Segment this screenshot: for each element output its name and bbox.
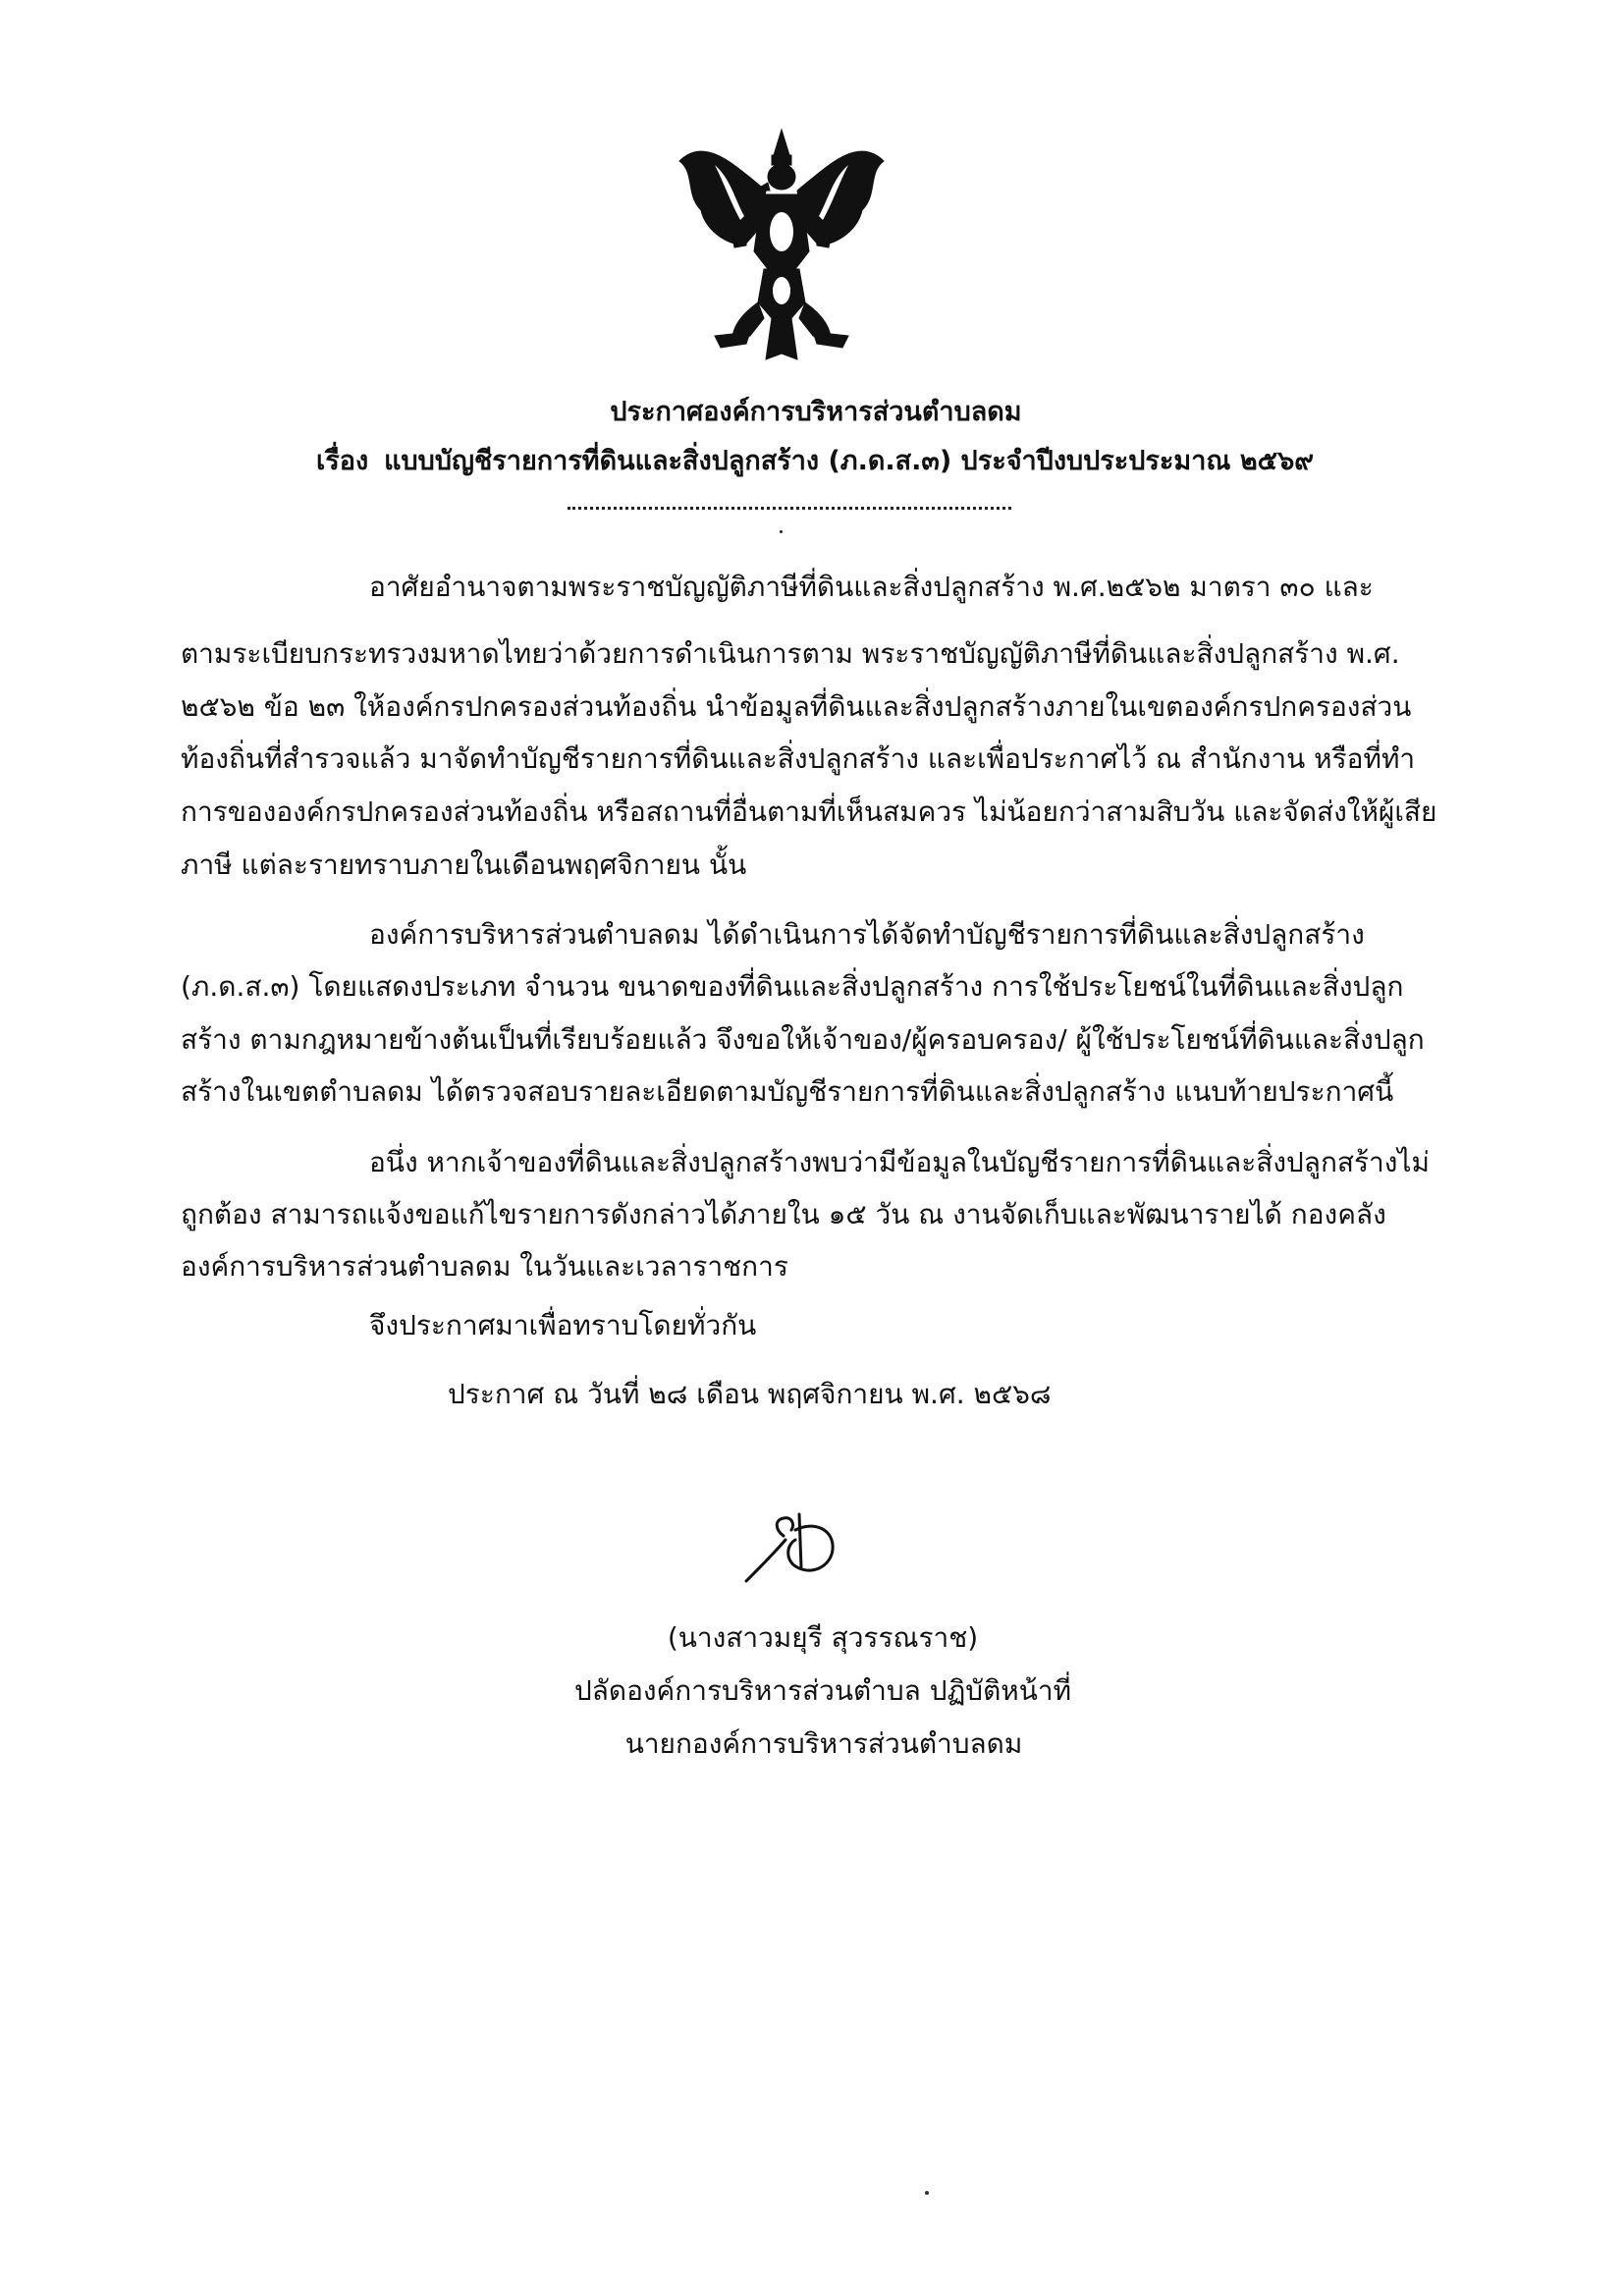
subject-text: แบบบัญชีรายการที่ดินและสิ่งปลูกสร้าง (ภ.ด.ส.๓) ประจำปีงบประประมาณ ๒๕๖๙ [384,446,1314,476]
paragraph-2-line: สร้างในเขตตำบลดม ได้ตรวจสอบรายละเอียดตามบัญชีรายการที่ดินและสิ่งปลูกสร้าง แนบท้ายประกาศนี้ [181,1075,1394,1108]
signatory-position-acting: นายกองค์การบริหารส่วนตำบลดม [624,1727,1023,1760]
title-divider [568,507,1011,510]
paragraph-2-line: (ภ.ด.ส.๓) โดยแสดงประเภท จำนวน ขนาดของที่ดินและสิ่งปลูกสร้าง การใช้ประโยชน์ในที่ดินและสิ่งปลูก [181,970,1404,1003]
paragraph-1-line: อาศัยอำนาจตามพระราชบัญญัติภาษีที่ดินและสิ่งปลูกสร้าง พ.ศ.๒๕๖๒ มาตรา ๓๐ และ [369,571,1374,603]
paragraph-1-line: ท้องถิ่นที่สำรวจแล้ว มาจัดทำบัญชีรายการที่ดินและสิ่งปลูกสร้าง และเพื่อประกาศไว้ ณ สำนักงาน หรือที่ทำ [181,742,1416,775]
garuda-emblem-icon [676,126,888,367]
divider-dot [780,530,783,533]
paragraph-1-line: ตามระเบียบกระทรวงมหาดไทยว่าด้วยการดำเนินการตาม พระราชบัญญัติภาษีที่ดินและสิ่งปลูกสร้าง พ.ศ. [181,637,1400,670]
scan-speck [925,2191,929,2195]
paragraph-3-line: องค์การบริหารส่วนตำบลดม ในวันและเวลาราชการ [181,1250,788,1283]
paragraph-2-line: สร้าง ตามกฎหมายข้างต้นเป็นที่เรียบร้อยแล้ว จึงขอให้เจ้าของ/ผู้ครอบครอง/ ผู้ใช้ประโยชน์ที่ดินและสิ่งปลูก [181,1023,1425,1056]
paragraph-1-line: ภาษี แต่ละรายทราบภายในเดือนพฤศจิกายน นั้น [181,848,747,881]
signatory-position: ปลัดองค์การบริหารส่วนตำบล ปฏิบัติหน้าที่ [573,1674,1072,1707]
paragraph-3-line: ถูกต้อง สามารถแจ้งขอแก้ไขรายการดังกล่าวได้ภายใน ๑๕ วัน ณ งานจัดเก็บและพัฒนารายได้ กองคลัง [181,1198,1386,1230]
paragraph-3-line: อนึ่ง หากเจ้าของที่ดินและสิ่งปลูกสร้างพบว่ามีข้อมูลในบัญชีรายการที่ดินและสิ่งปลูกสร้างไม่ [369,1146,1430,1178]
signatory-name: (นางสาวมยุรี สุวรรณราช) [667,1621,979,1654]
announcement-title: ประกาศองค์การบริหารส่วนตำบลดม [610,397,1022,427]
announcement-subject [0,444,1624,479]
paragraph-1-line: การขององค์กรปกครองส่วนท้องถิ่น หรือสถานที่อื่นตามที่เห็นสมควร ไม่น้อยกว่าสามสิบวัน และจัดส่งให้ผู้เสีย [181,795,1437,828]
handwritten-signature [740,1510,840,1585]
subject-label: เรื่อง [316,446,369,476]
closing-statement: จึงประกาศมาเพื่อทราบโดยทั่วกัน [369,1309,757,1341]
paragraph-1-line: ๒๕๖๒ ข้อ ๒๓ ให้องค์กรปกครองส่วนท้องถิ่น นำข้อมูลที่ดินและสิ่งปลูกสร้างภายในเขตองค์กรปกครองส่วน [181,690,1412,723]
announcement-date: ประกาศ ณ วันที่ ๒๘ เดือน พฤศจิกายน พ.ศ. ๒๕๖๘ [448,1378,1052,1410]
paragraph-2-line: องค์การบริหารส่วนตำบลดม ได้ดำเนินการได้จัดทำบัญชีรายการที่ดินและสิ่งปลูกสร้าง [369,918,1365,951]
